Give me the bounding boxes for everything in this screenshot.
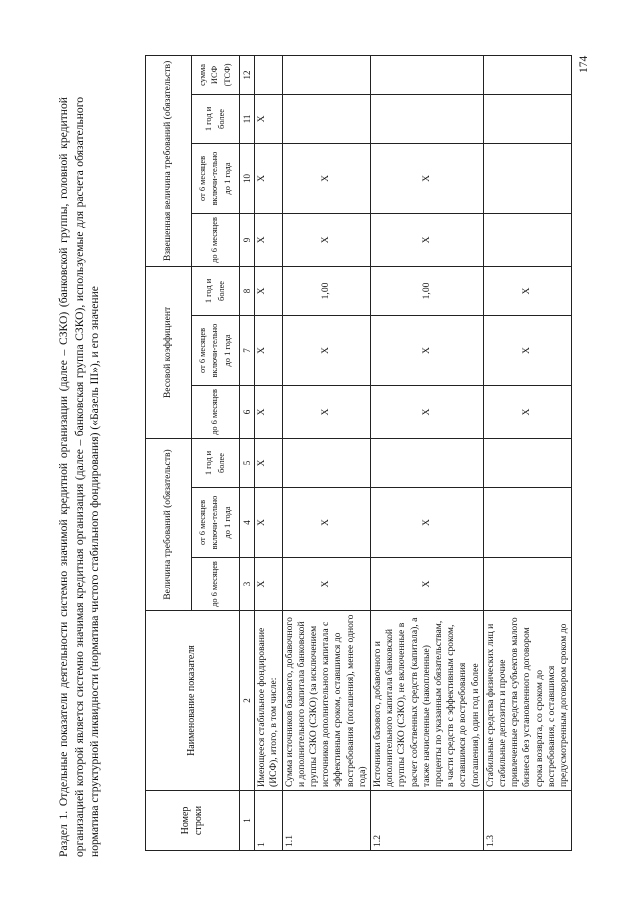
row-cell: Х	[255, 315, 282, 385]
row-cell: 1,00	[371, 266, 484, 315]
row-cell	[483, 213, 571, 266]
row-name: Имеющееся стабильное фондирование (ИСФ), итого, в том числе:	[255, 611, 282, 791]
row-cell: Х	[371, 488, 484, 558]
row-cell: Х	[282, 143, 370, 213]
row-name: Сумма источников базового, добавочного и дополнительного капитала банковской группы СЗКО (СЗКО) (за исключением источников дополнительного капитала с эффективным сроком, оставшимся до востребования (погашения), менее одного года)	[282, 611, 370, 791]
row-cell: Х	[282, 558, 370, 611]
row-cell: Х	[483, 315, 571, 385]
row-cell: Х	[483, 266, 571, 315]
column-number-row	[240, 55, 255, 850]
row-cell: Х	[255, 488, 282, 558]
section-title: Раздел 1. Отдельные показатели деятельности системно значимой кредитной организации (далее – СЗКО) (банковской группы, головной кредитной организацией которой является системно значимая кредитная организация (далее – банковская группа СЗКО), используемые для расчета обязательного норматива структурной ликвидности (норматива чистого стабильного фондирования) («Базель III»), и его значение	[57, 97, 101, 857]
column-number: 6	[240, 385, 255, 438]
row-name: Источники базового, добавочного и дополнительного капитала банковской группы СЗКО (СЗКО), не включенные в расчет собственных средств (капитала), а также начисленные (накопленные) проценты по указанным обязательствам, в части средств с эффективным сроком, оставшимся до востребования (погашения), один год и более	[371, 611, 484, 791]
row-cell: Х	[255, 213, 282, 266]
column-number: 2	[240, 611, 255, 791]
row-cell: Х	[371, 558, 484, 611]
header-sub-6to1: от 6 месяцев включи-тельно до 1 года	[192, 315, 240, 385]
row-cell: 1,00	[282, 266, 370, 315]
row-cell	[483, 558, 571, 611]
table-row	[282, 55, 370, 850]
row-cell: Х	[282, 488, 370, 558]
header-sub-total: сумма ИСФ (ТСФ)	[192, 55, 240, 94]
indicators-table	[145, 55, 572, 851]
row-cell: Х	[255, 143, 282, 213]
row-cell: Х	[371, 213, 484, 266]
header-indicator-name: Наименование показателя	[146, 611, 240, 791]
row-cell	[483, 143, 571, 213]
row-cell: Х	[255, 385, 282, 438]
table-row	[371, 55, 484, 850]
row-cell	[255, 55, 282, 94]
column-number: 1	[240, 791, 255, 851]
header-sub-to6: до 6 месяцев	[192, 385, 240, 438]
row-cell: Х	[282, 213, 370, 266]
header-weight: Весовой коэффициент	[146, 266, 192, 438]
header-sub-1plus: 1 год и более	[192, 266, 240, 315]
row-cell	[371, 94, 484, 143]
row-number: 1.1	[282, 791, 370, 851]
row-cell	[483, 488, 571, 558]
row-name: Стабильные средства физических лиц и стабильные депозиты и прочие привлеченные средства субъектов малого бизнеса без установленного договором срока возврата, со сроком до востребования, с оставшимся предусмотренным договором сроком до	[483, 611, 571, 791]
row-cell	[483, 94, 571, 143]
header-sub-1plus: 1 год и более	[192, 438, 240, 487]
header-requirements: Величина требований (обязательств)	[146, 438, 192, 610]
row-number: 1.3	[483, 791, 571, 851]
header-weighted: Взвешенная величина требований (обязательств)	[146, 55, 192, 266]
header-sub-6to1: от 6 месяцев включи-тельно до 1 года	[192, 143, 240, 213]
header-sub-to6: до 6 месяцев	[192, 213, 240, 266]
row-cell: Х	[255, 438, 282, 487]
header-sub-1plus: 1 год и более	[192, 94, 240, 143]
row-cell: Х	[371, 315, 484, 385]
column-number: 9	[240, 213, 255, 266]
row-cell: Х	[371, 143, 484, 213]
column-number: 11	[240, 94, 255, 143]
row-number: 1.2	[371, 791, 484, 851]
column-number: 5	[240, 438, 255, 487]
row-cell	[282, 438, 370, 487]
header-sub-6to1: от 6 месяцев включи-тельно до 1 года	[192, 488, 240, 558]
table-row	[483, 55, 571, 850]
column-number: 8	[240, 266, 255, 315]
column-number: 10	[240, 143, 255, 213]
row-cell	[371, 438, 484, 487]
row-cell	[483, 438, 571, 487]
row-cell: Х	[255, 558, 282, 611]
row-cell: Х	[371, 385, 484, 438]
row-number: 1	[255, 791, 282, 851]
row-cell	[371, 55, 484, 94]
header-sub-to6: до 6 месяцев	[192, 558, 240, 611]
column-number: 7	[240, 315, 255, 385]
column-number: 4	[240, 488, 255, 558]
header-row-number: Номер строки	[146, 791, 240, 851]
row-cell	[282, 94, 370, 143]
row-cell: Х	[255, 94, 282, 143]
row-cell	[282, 55, 370, 94]
table-row	[255, 55, 282, 850]
row-cell: Х	[255, 266, 282, 315]
row-cell: Х	[282, 315, 370, 385]
column-number: 12	[240, 55, 255, 94]
row-cell: Х	[483, 385, 571, 438]
column-number: 3	[240, 558, 255, 611]
row-cell	[483, 55, 571, 94]
page-number: 174	[578, 55, 590, 73]
row-cell: Х	[282, 385, 370, 438]
